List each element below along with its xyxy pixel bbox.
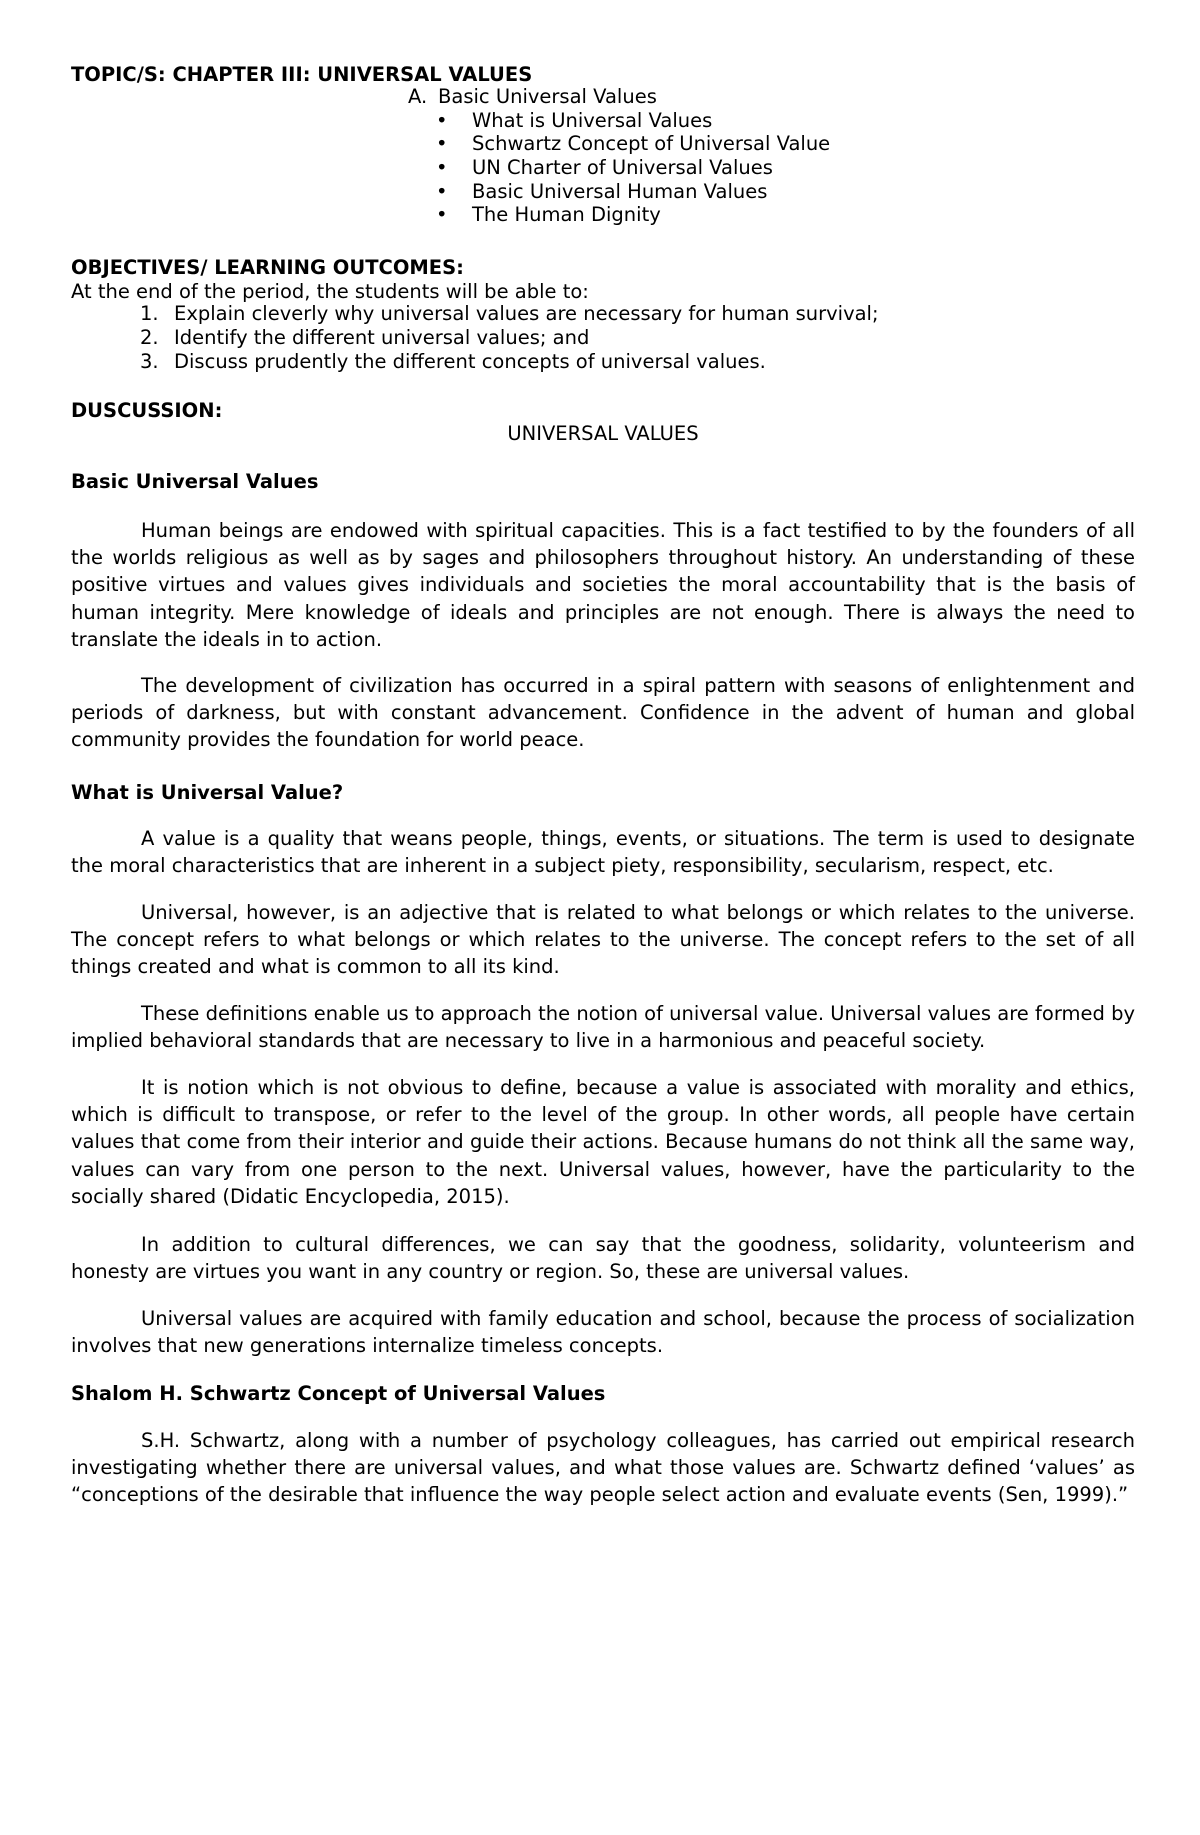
paragraph: Universal values are acquired with family education and school, because the process of socialization involves that new generations internalize timeless concepts. — [71, 1307, 1135, 1358]
paragraph: A value is a quality that weans people, things, events, or situations. The term is used to designate the moral characteristics that are inherent in a subject piety, responsibility, secularism, respect, etc. — [71, 827, 1135, 878]
objective-number: 3. — [140, 350, 159, 373]
discussion-heading: DUSCUSSION: — [71, 399, 223, 422]
objective-item — [71, 302, 879, 326]
objective-text: Identify the different universal values; and — [174, 326, 590, 349]
subtopic-label: Basic Universal Values — [438, 85, 657, 108]
subtopic-bullet: • Schwartz Concept of Universal Value — [336, 132, 830, 156]
paragraph: The development of civilization has occurred in a spiral pattern with seasons of enlightenment and periods of darkness, but with constant advancement. Confidence in the advent of human and global community provides the foundation for world peace. — [71, 674, 1135, 752]
paragraph: In addition to cultural differences, we can say that the goodness, solidarity, volunteerism and honesty are virtues you want in any country or region. So, these are universal values. — [71, 1233, 1135, 1284]
paragraph: Human beings are endowed with spiritual capacities. This is a fact testified to by the founders of all the worlds religious as well as by sages and philosophers throughout history. An understanding of these positive virtues and values gives individuals and societies the moral accountability that is the basis of human integrity. Mere knowledge of ideals and principles are not enough. There is always the need to translate the ideals in to action. — [71, 519, 1135, 651]
subtopic-bullet: • What is Universal Values — [336, 109, 830, 133]
objectives-heading: OBJECTIVES/ LEARNING OUTCOMES: — [71, 256, 464, 279]
subtopic-bullet: • UN Charter of Universal Values — [336, 156, 830, 180]
objective-number: 2. — [140, 326, 159, 349]
paragraph: S.H. Schwartz, along with a number of psychology colleagues, has carried out empirical research investigating whether there are universal values, and what those values are. Schwartz defined ‘values’ as “conceptions of the desirable that influence the way people select action and evaluate events (Sen, 1999).” — [71, 1429, 1135, 1507]
section-heading: Basic Universal Values — [71, 470, 319, 493]
objectives-intro: At the end of the period, the students will be able to: — [71, 280, 589, 303]
section-heading: What is Universal Value? — [71, 781, 344, 804]
subtopic-bullet: • The Human Dignity — [336, 203, 830, 227]
objective-text: Discuss prudently the different concepts of universal values. — [174, 350, 766, 373]
paragraph: Universal, however, is an adjective that is related to what belongs or which relates to the universe. The concept refers to what belongs or which relates to the universe. The concept refers to the set of all things created and what is common to all its kind. — [71, 901, 1135, 979]
subtopic-letter: A. — [408, 85, 428, 108]
subtopic-bullet: • Basic Universal Human Values — [336, 180, 830, 204]
paragraph: It is notion which is not obvious to define, because a value is associated with morality and ethics, which is difficult to transpose, or refer to the level of the group. In other words, all people have certain values that come from their interior and guide their actions. Because humans do not think all the same way, values can vary from one person to the next. Universal values, however, have the particularity to the socially shared (Didatic Encyclopedia, 2015). — [71, 1076, 1135, 1208]
objective-number: 1. — [140, 302, 159, 325]
objective-item — [71, 350, 879, 374]
section-heading: Shalom H. Schwartz Concept of Universal Values — [71, 1382, 606, 1405]
topic-heading: TOPIC/S: CHAPTER III: UNIVERSAL VALUES — [71, 63, 533, 86]
paragraph: These definitions enable us to approach the notion of universal value. Universal values are formed by implied behavioral standards that are necessary to live in a harmonious and peaceful society. — [71, 1002, 1135, 1053]
objective-text: Explain cleverly why universal values are necessary for human survival; — [174, 302, 879, 325]
discussion-title: UNIVERSAL VALUES — [507, 422, 699, 445]
subtopic-letter-item — [408, 85, 830, 109]
subtopic-list — [336, 85, 830, 227]
objective-item — [71, 326, 879, 350]
objectives-list — [71, 302, 879, 374]
